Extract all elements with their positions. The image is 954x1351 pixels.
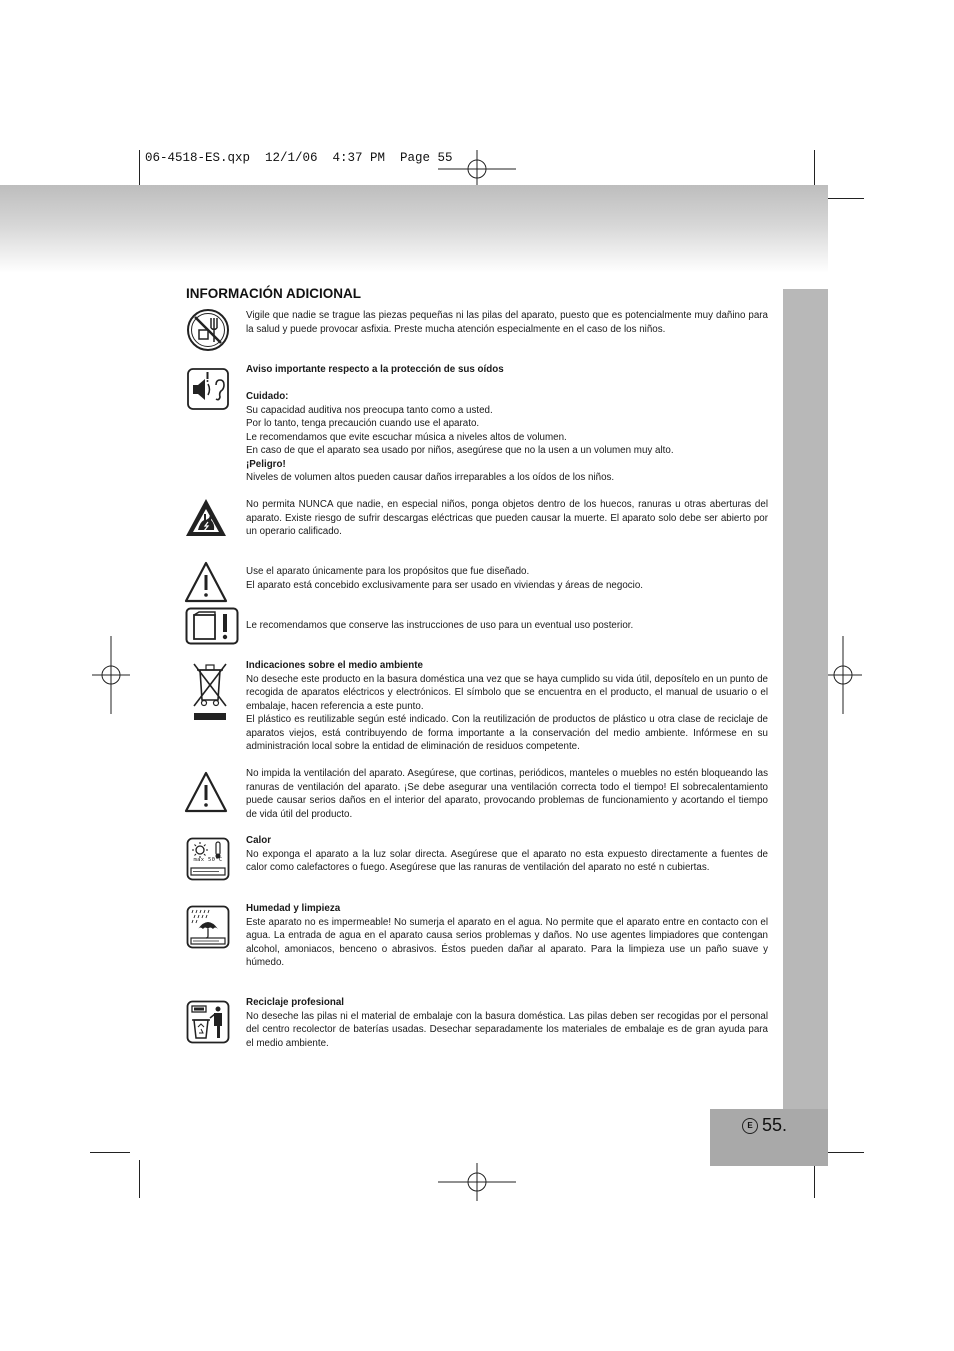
recycling-paragraph: No deseche las pilas ni el material de embalaje con la basura doméstica. Las pilas deben ser recogidas por el personal del centro recolector de baterías usadas. Desechar separadamente los materiales de embalaje es de gran ayuda para el medio ambiente.	[246, 1010, 768, 1049]
page-number-text: 55.	[762, 1115, 788, 1135]
hearing-heading: Aviso importante respecto a la protección de sus oídos	[246, 364, 504, 375]
humidity-paragraph: Este aparato no es impermeable! No sumerja el aparato en el agua. No permite que el aparato entre en contacto con el agua. La entrada de agua en el aparato causa serios problemas y daños. No use agentes limpiadores que contengan alcohol, amoniacos, benceno o abrasivos. Éstos pueden dañar al aparato. Para la limpieza use un paño suave y húmedo.	[246, 916, 768, 968]
ventilation-text	[246, 767, 768, 821]
environment-paragraph-2: El plástico es reutilizable según esté indicado. Con la reutilización de productos de plástico u otra clase de reciclaje de aparatos viejos, está contribuyendo de forma importante a la conservación del medio ambiente. Infórmese en su administración local sobre la entidad de eliminación de residuos competente.	[246, 714, 768, 752]
environment-text	[246, 659, 768, 754]
crop-mark	[139, 150, 140, 188]
heat-paragraph: No exponga el aparato a la luz solar directa. Asegúrese que el aparato no esta expuesto directamente a fuentes de calor como calefactores o fuego. Asegúrese que las ranuras de ventilación del aparato no esté n cubiertas.	[246, 848, 768, 873]
choking-text: Vigile que nadie se trague las piezas pequeñas ni las pilas del aparato, puesto que es potencialmente muy dañino para la salud y puede provocar asfixia. Preste mucha atención especialmente en el caso de los niños.	[246, 310, 768, 335]
crop-mark	[826, 198, 864, 199]
manual-text	[246, 619, 768, 633]
heat-heading: Calor	[246, 835, 272, 846]
side-tab-bar	[783, 289, 828, 1109]
manual-icon	[185, 607, 239, 645]
environment-heading: Indicaciones sobre el medio ambiente	[246, 660, 423, 671]
electric-shock-icon	[184, 496, 228, 540]
hearing-line: Por lo tanto, tenga precaución cuando use el aparato.	[246, 418, 480, 429]
hearing-warning-icon	[186, 367, 230, 411]
language-badge: E	[742, 1118, 758, 1134]
registration-mark-bottom	[438, 1163, 516, 1201]
crossed-bin-icon	[190, 660, 230, 722]
heat-icon-label: max 50°C	[193, 857, 223, 863]
usage-text	[246, 565, 768, 592]
registration-mark-right	[824, 636, 862, 714]
heat-icon	[186, 837, 230, 881]
choking-warning-text	[246, 309, 768, 336]
warning-triangle-icon	[184, 560, 228, 604]
crop-mark	[814, 150, 815, 188]
recycling-heading: Reciclaje profesional	[246, 997, 345, 1008]
registration-mark-top	[438, 150, 516, 188]
environment-paragraph-1: No deseche este producto en la basura doméstica una vez que se haya cumplido su vida útil, deposítelo en un punto de recogida de aparatos eléctricos y electrónicos. El símbolo que se encuentra en el producto, el manual de usuario o el embalaje, hacen referencia a este punto.	[246, 673, 768, 712]
crop-mark	[90, 1152, 130, 1153]
page-number	[742, 1115, 787, 1136]
hearing-caution-label: Cuidado:	[246, 391, 289, 402]
section-title: INFORMACIÓN ADICIONAL	[186, 286, 361, 301]
usage-line: El aparato está concebido exclusivamente para ser usado en viviendas y áreas de negocio.	[246, 579, 644, 591]
shock-text: No permita NUNCA que nadie, en especial niños, ponga objetos dentro de los huecos, ranuras u otras aberturas del aparato. Existe riesgo de sufrir descargas eléctricas que pueden causar la muerte. El aparato solo debe ser abierto por un operario calificado.	[246, 499, 768, 537]
heat-text	[246, 834, 768, 875]
humidity-text	[246, 902, 768, 970]
warning-triangle-icon	[184, 770, 228, 814]
usage-line: Use el aparato únicamente para los propósitos que fue diseñado.	[246, 566, 530, 577]
humidity-heading: Humedad y limpieza	[246, 903, 341, 914]
hearing-danger-text: Niveles de volumen altos pueden causar daños irreparables a los oídos de los niños.	[246, 472, 615, 483]
no-small-parts-icon	[186, 308, 230, 352]
shock-warning-text	[246, 498, 768, 539]
recycling-text	[246, 996, 768, 1050]
crop-mark	[139, 1160, 140, 1198]
hearing-section-text	[246, 363, 768, 485]
ventilation-paragraph: No impida la ventilación del aparato. Asegúrese, que cortinas, periódicos, manteles o muebles no estén bloqueando las ranuras de ventilación del aparato. ¡Se debe asegurar una ventilación correcta todo el tiempo! El sobrecalentamiento puede causar serios daños en el interior del aparato, provocando problemas de funcionamiento y acortando el tiempo de vida útil del producto.	[246, 768, 768, 820]
manual-keep-text: Le recomendamos que conserve las instrucciones de uso para un eventual uso posterior.	[246, 620, 634, 631]
crop-mark	[826, 1152, 864, 1153]
recycling-bin-icon	[186, 1000, 230, 1044]
hearing-line: Le recomendamos que evite escuchar música a niveles altos de volumen.	[246, 431, 567, 443]
hearing-danger-label: ¡Peligro!	[246, 458, 286, 470]
umbrella-rain-icon	[186, 905, 230, 949]
hearing-line: Su capacidad auditiva nos preocupa tanto como a usted.	[246, 404, 493, 416]
header-gradient-band	[0, 185, 828, 273]
print-slug: 06-4518-ES.qxp 12/1/06 4:37 PM Page 55	[145, 151, 453, 165]
hearing-line: En caso de que el aparato sea usado por niños, asegúrese que no la usen a un volumen muy alto.	[246, 445, 674, 456]
registration-mark-left	[92, 636, 130, 714]
